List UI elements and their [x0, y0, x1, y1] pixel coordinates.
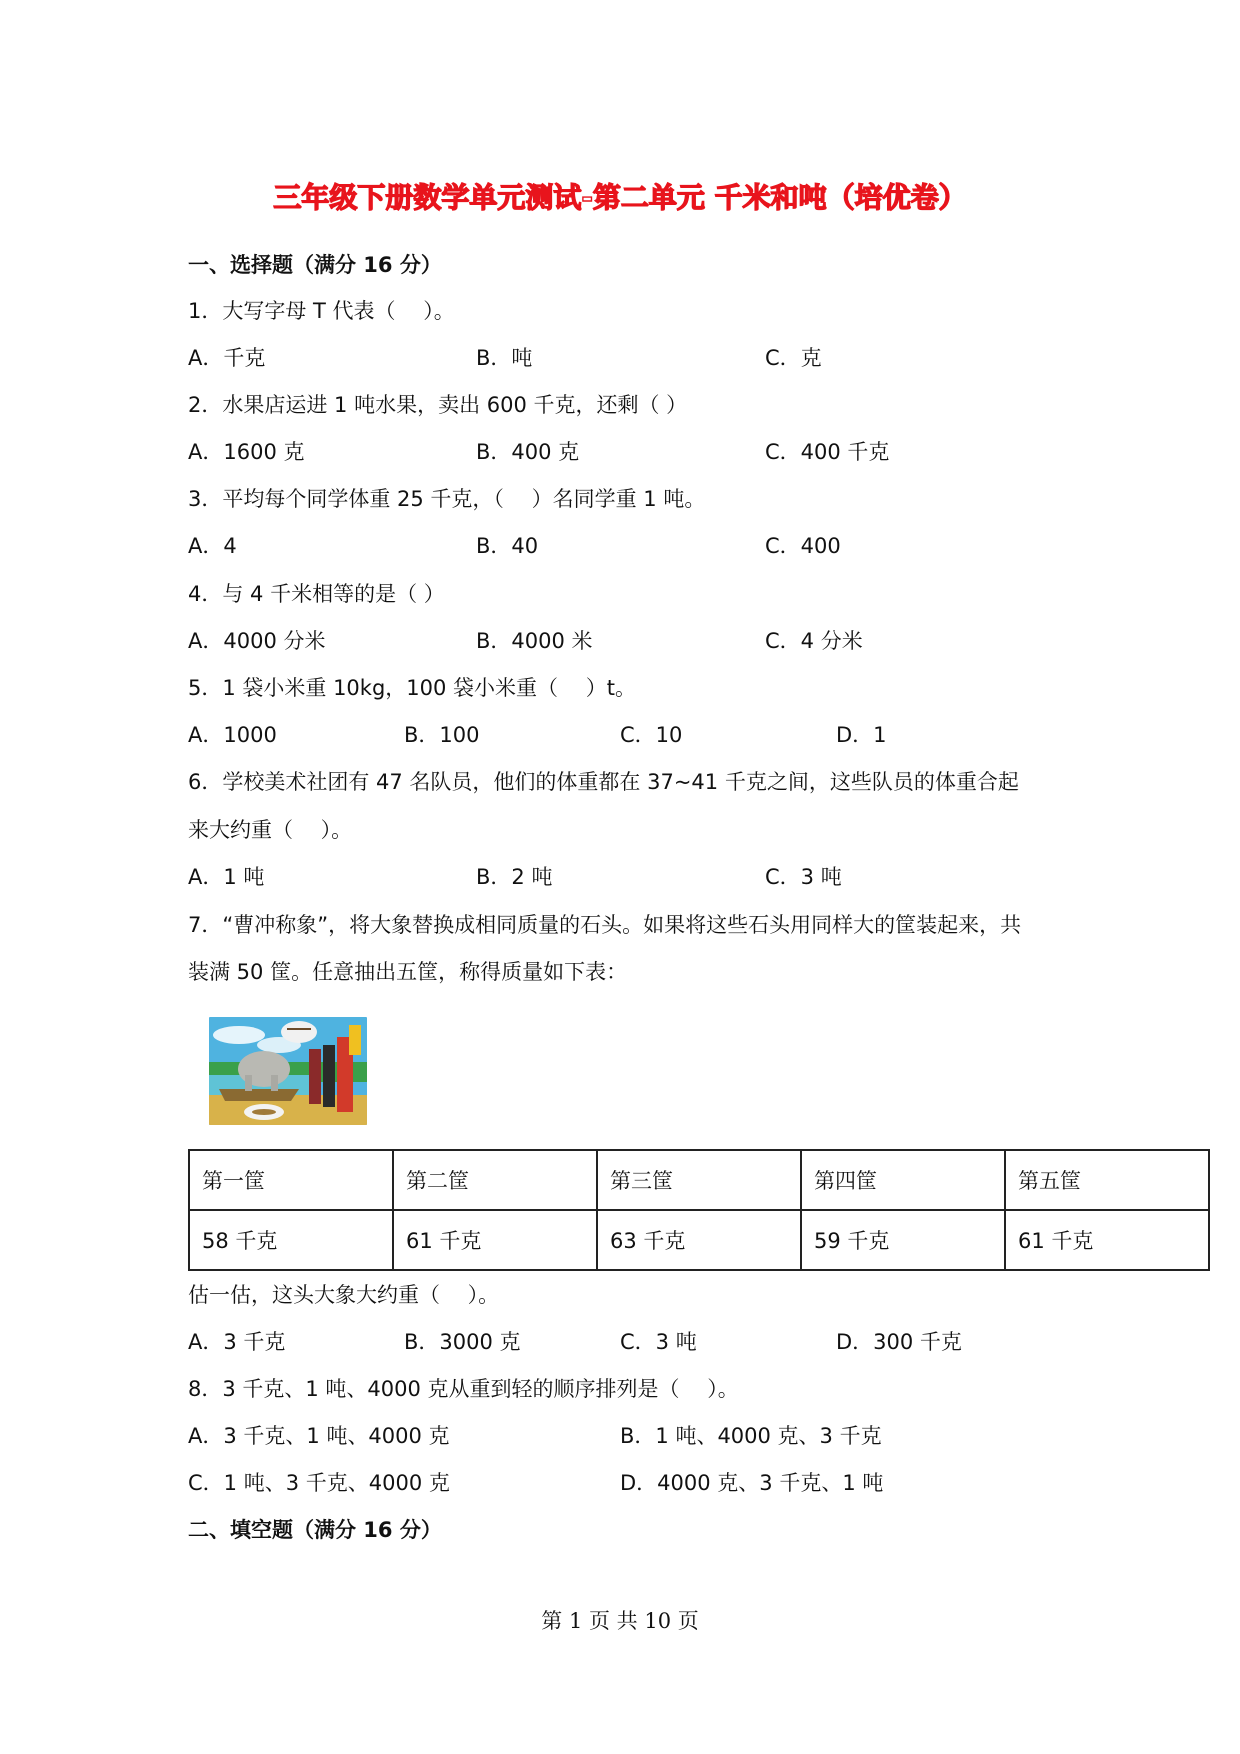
q7-option-d: D．300 千克: [836, 1330, 962, 1354]
q8-option-c: C．1 吨、3 千克、4000 克: [188, 1471, 450, 1495]
question-5: 5．1 袋小米重 10kg，100 袋小米重（ ）t。: [188, 676, 636, 700]
table-row: [189, 1210, 1209, 1270]
table-header-cell: 第五筐: [1005, 1150, 1209, 1210]
q2-option-c: C．400 千克: [765, 440, 890, 464]
q2-option-b: B．400 克: [476, 440, 580, 464]
q7-option-b: B．3000 克: [404, 1330, 521, 1354]
question-1: 1．大写字母 T 代表（ ）。: [188, 299, 455, 323]
q2-option-a: A．1600 克: [188, 440, 305, 464]
question-6-line-2: 来大约重（ ）。: [188, 818, 353, 842]
question-6-line-1: 6．学校美术社团有 47 名队员，他们的体重都在 37~41 千克之间，这些队员的体重合起: [188, 770, 1019, 794]
q3-option-a: A．4: [188, 534, 237, 558]
section-heading-multiple-choice: 一、选择题（满分 16 分）: [188, 253, 442, 277]
q4-option-b: B．4000 米: [476, 629, 593, 653]
cao-chong-elephant-illustration: [209, 1017, 367, 1125]
table-header-cell: 第二筐: [393, 1150, 597, 1210]
q4-option-c: C．4 分米: [765, 629, 863, 653]
question-4: 4．与 4 千米相等的是（ ）: [188, 582, 445, 606]
table-header-row: [189, 1150, 1209, 1210]
q4-option-a: A．4000 分米: [188, 629, 326, 653]
q1-option-a: A．千克: [188, 346, 266, 370]
q6-option-a: A．1 吨: [188, 865, 265, 889]
table-cell: 59 千克: [801, 1210, 1005, 1270]
q7-option-c: C．3 吨: [620, 1330, 697, 1354]
table-cell: 61 千克: [1005, 1210, 1209, 1270]
q5-option-d: D．1: [836, 723, 887, 747]
table-header-cell: 第四筐: [801, 1150, 1005, 1210]
q7-option-a: A．3 千克: [188, 1330, 286, 1354]
q8-option-b: B．1 吨、4000 克、3 千克: [620, 1424, 882, 1448]
q6-option-c: C．3 吨: [765, 865, 842, 889]
basket-weight-table: [188, 1149, 1210, 1271]
table-header-cell: 第三筐: [597, 1150, 801, 1210]
q3-option-b: B．40: [476, 534, 539, 558]
table-cell: 63 千克: [597, 1210, 801, 1270]
q5-option-b: B．100: [404, 723, 480, 747]
table-cell: 58 千克: [189, 1210, 393, 1270]
q5-option-a: A．1000: [188, 723, 277, 747]
section-heading-fill-in-blank: 二、填空题（满分 16 分）: [188, 1518, 442, 1542]
question-7-line-2: 装满 50 筐。任意抽出五筐，称得质量如下表：: [188, 960, 628, 984]
q8-option-a: A．3 千克、1 吨、4000 克: [188, 1424, 450, 1448]
page-number-footer: 第 1 页 共 10 页: [541, 1609, 699, 1633]
q5-option-c: C．10: [620, 723, 683, 747]
question-7-line-1: 7．“曹冲称象”，将大象替换成相同质量的石头。如果将这些石头用同样大的筐装起来，共: [188, 913, 1022, 937]
document-title: 三年级下册数学单元测试-第二单元 千米和吨（培优卷）: [273, 181, 967, 214]
question-3: 3．平均每个同学体重 25 千克，（ ）名同学重 1 吨。: [188, 487, 706, 511]
q8-option-d: D．4000 克、3 千克、1 吨: [620, 1471, 884, 1495]
q6-option-b: B．2 吨: [476, 865, 553, 889]
table-header-cell: 第一筐: [189, 1150, 393, 1210]
q1-option-b: B．吨: [476, 346, 533, 370]
q3-option-c: C．400: [765, 534, 841, 558]
question-8: 8．3 千克、1 吨、4000 克从重到轻的顺序排列是（ ）。: [188, 1377, 739, 1401]
q1-option-c: C．克: [765, 346, 822, 370]
question-7-followup: 估一估，这头大象大约重（ ）。: [188, 1283, 500, 1307]
question-2: 2．水果店运进 1 吨水果，卖出 600 千克，还剩（ ）: [188, 393, 688, 417]
table-cell: 61 千克: [393, 1210, 597, 1270]
